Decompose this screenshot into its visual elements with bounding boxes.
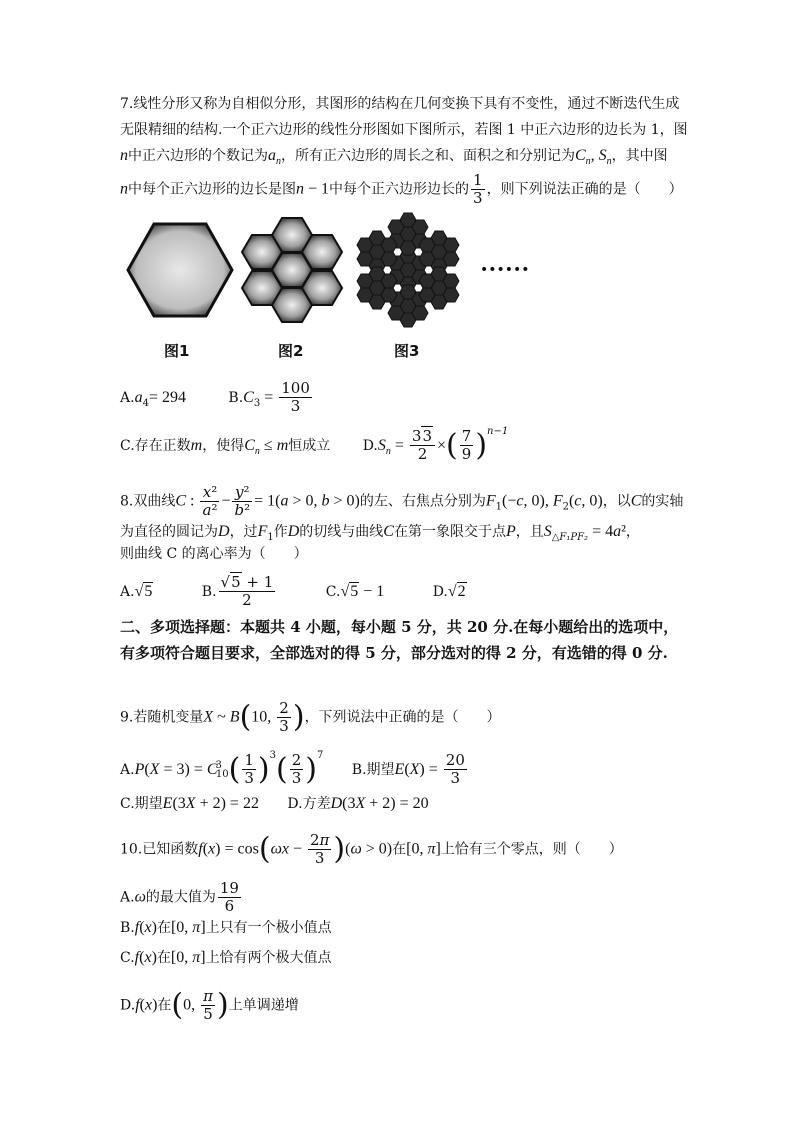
figure3-label: 图3 [394,342,420,360]
q7-option-b: $B.C_3$ = $\frac{100}{3}$ [228,379,310,415]
figure3-hexagons [357,213,459,327]
q7-option-a: $A.a_4= 294$ [120,388,186,409]
q8-option-d: D.√2 [432,582,466,600]
fractal-figures [120,208,540,368]
q8-option-a: A.√5 [120,582,153,600]
q9-option-b: B.期望E(X) = $\frac{20}{3}$ [351,751,465,787]
q9-line1: 9.若随机变量X ~ B(10, $\frac{2}{3}$ )，下列说法中正确的是（ ） [120,699,501,735]
q7-option-c: C.存在正数m，使得$C_n \le m$恒成立 [120,436,331,457]
q8-line1: 8.双曲线C : $\frac{\text{x²}}{\text{a²}}$ − $\frac{\text{y²}}{\text{b²}}$ = 1(a > 0, b > 0)的左、右焦点分别为$F_1(-c$, 0), $F_2(c$, 0)，以C的实轴 [120,483,684,519]
q10-option-b: B.f(x)在[0, π]上只有一个极小值点 [120,919,332,936]
q7-line2: 无限精细的结构.一个正六边形的线性分形图如下图所示，若图 1 中正六边形的边长为 1，图 [120,122,688,138]
q10-option-d: D.f(x)在(0, $\frac{\pi}{5}$ )上单调递增 [120,987,299,1023]
q10-line1: 10.已知函数f(x) = cos(ωx − $\frac{2\pi}{3}$ )(ω > 0)在[0, π]上恰有三个零点，则（ ） [120,831,623,867]
figure-ellipsis: •••••• [480,262,530,278]
q9-option-c: C.期望E(3X + 2) = 22 [120,795,259,812]
q7-option-d: $D.S_n$ = $\frac{33}{2}$ ×( $\frac{7}{9}$ )$^{n-1}$ [362,425,509,463]
figure2-hexagons [242,218,342,322]
q8-line2: 为直径的圆记为D，过$F_1$作D的切线与曲线C在第一象限交于点P，且$S_{\triangle F_1PF_2} = 4a^2$， [120,523,640,543]
q7-line1: 7.线性分形又称为自相似分形，其图形的结构在几何变换下具有不变性，通过不断迭代生成 [120,96,680,112]
q9-options-cd [120,794,429,814]
q8-option-b: B. $\frac{√5 + 1}{2}$ [201,573,274,609]
figure2-label: 图2 [278,342,304,360]
q8-options [120,574,467,609]
figure1-label: 图1 [164,342,190,360]
q7-options-cd [120,425,509,463]
section2-title: 二、多项选择题：本题共 4 小题，每小题 5 分，共 20 分.在每小题给出的选项中，有多项符合题目要求，全部选对的得 5 分，部分选对的得 2 分，有选错的得 0 分. [120,618,679,662]
q8-option-c: C.√5 − 1 [325,582,385,600]
q9-options-ab [120,749,469,787]
figure1-hexagon [128,224,232,316]
q7-options-ab [120,380,314,415]
q10-option-a: A.ω的最大值为 $\frac{19}{6}$ [120,879,239,915]
q9-option-d: D.方差D(3X + 2) = 20 [287,795,429,812]
q7-line3: n中正六边形的个数记为$a_n$，所有正六边形的周长之和、面积之和分别记为$C_n$, $S_n$，其中图 [120,147,668,168]
q8-line3: 则曲线 C 的离心率为（ ） [120,546,308,562]
q9-option-a: $A.P(X = 3) = C^3_{10}$( $\frac{1}{3}$ )$^3$( $\frac{2}{3}$ )$^7$ [120,749,324,787]
q7-line4: n中每个正六边形的边长是图n − 1中每个正六边形边长的 $\frac{1}{3}$ ，则下列说法正确的是（ ） [120,171,683,207]
q10-option-c: C.f(x)在[0, π]上恰有两个极大值点 [120,949,332,966]
